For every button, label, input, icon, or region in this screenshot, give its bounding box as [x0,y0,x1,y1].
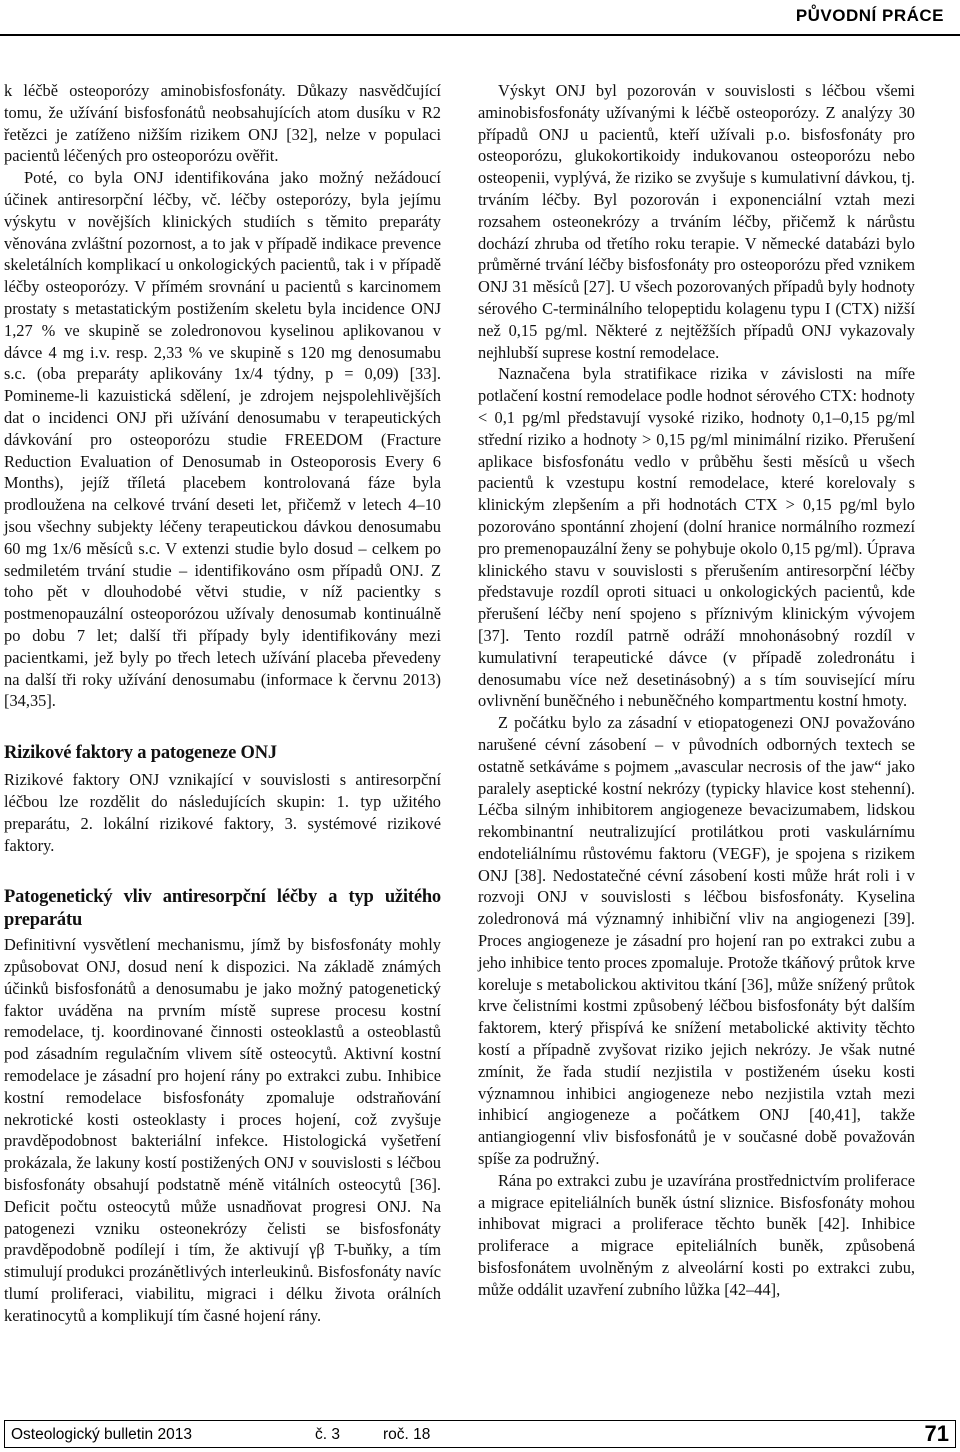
footer-volume: roč. 18 [383,1426,431,1443]
paragraph: Rána po extrakci zubu je uzavírána prostřednictvím proliferace a migrace epiteliálních buněk ústní sliznice. Bisfosfonáty mohou inhibovat migraci a proliferace těchto buněk [42]. Inhibice proliferace a migrace epiteliálních buněk, způsobená bisfosfonátem uvolněným z alveolární kosti po extrakci zubu, může oddálit uzavření zubního lůžka [42–44], [478,1170,915,1299]
footer-issue: č. 3 [315,1426,340,1443]
paragraph: Definitivní vysvětlení mechanismu, jímž by bisfosfonáty mohly způsobovat ONJ, dosud není k dispozici. Na základě známých účinků bisfosfonátů a denosumabu je jako možný patogenetický faktor uváděna na prvním místě suprese procesu kostní remodelace, tj. koordinované činnosti osteoklastů a osteoblastů pod zásadním regulačním vlivem sítě osteocytů. Aktivní kostní remodelace je zásadní pro hojení rány po extrakci zubu. Inhibice kostní remodelace bisfosfonáty zpomaluje odstraňování nekrotické kosti osteoklasty i proces hojení, což zvyšuje pravděpodobnost bakteriální infekce. Histologická vyšetření prokázala, že lakuny kostí postižených ONJ v souvislosti s léčbou bisfosfonáty obsahují podstatně méně vitálních osteocytů [36]. Deficit počtu osteocytů může usnadňovat progresi ONJ. Na patogenezi vzniku osteonekrózy čelisti se bisfosfonáty pravděpodobně podílejí i tím, že aktivují γβ T-buňky, a tím stimulují produkci prozánětlivých interleukinů. Bisfosfonáty navíc tlumí proliferaci, viabilitu, migraci i délku života orálních keratinocytů a komplikují tím časné hojení rány. [4,935,441,1325]
section-heading-risk-factors: Rizikové faktory a patogeneze ONJ [4,743,277,764]
paragraph: Rizikové faktory ONJ vznikající v souvislosti s antiresorpční léčbou lze rozdělit do následujících skupin: 1. typ užitého preparátu, 2. lokální rizikové faktory, 3. systémové rizikové faktory. [4,770,441,855]
paragraph: Poté, co byla ONJ identifikována jako možný nežádoucí účinek antiresorpční léčby, vč. léčby osteporózy, byla jejímu výskytu v novějších klinických studiích s těmito preparáty věnována zvláštní pozornost, a to jak v případě indikace prevence skeletálních komplikací u onkologických pacientů, tak i v případě léčby osteoporózy. V přímém srovnání u pacientů s karcinomem prostaty s metastatickým postižením skeletu byla incidence ONJ 1,27 % ve skupině se zoledronovou kyselinou aplikovanou v dávce 4 mg i.v. resp. 2,33 % ve skupině s 120 mg denosumabu s.c. (oba preparáty aplikovány 1x/4 týdny, p = 0,09) [33]. Pomineme-li kazuistická sdělení, je zdrojem nejspolehlivějších dat o incidenci ONJ při užívání denosumabu v terapeutických dávkování pro osteoporózu studie FREEDOM (Fracture Reduction Evaluation of Denosumab in Osteoporosis Every 6 Months), jejíž tříletá placebem kontrolovaná fáze byla prodloužena na celkové trvání deseti let, přičemž v letech 4–10 jsou všechny subjekty léčeny terapeutickou dávkou denosumabu 60 mg 1x/6 měsíců s.c. V extenzi studie bylo dosud – celkem po sedmiletém trvání studie – identifikováno osm případů ONJ. Z toho pět v dlouhodobé větvi studie, v níž pacientky s postmenopauzální osteoporózou užívaly denosumab kontinuálně po dobu 7 let; další tři případy byly identifikovány mezi pacientkami, jež byly po třech letech užívání placeba převedeny na další tři roky užívání denosumabu (informace k červnu 2013) [34,35]. [4,168,441,711]
page-footer [4,1420,956,1448]
paragraph: Naznačena byla stratifikace rizika v závislosti na míře potlačení kostní remodelace podle hodnot sérového CTX: hodnoty < 0,1 pg/ml představují vysoké riziko, hodnoty 0,1–0,15 pg/ml střední riziko a hodnoty > 0,15 pg/ml minimální riziko. Přerušení aplikace bisfosfonátu vedlo v průběhu šesti měsíců u všech pacientů k vzestupu kostní remodelace, které korelovaly s klinickým zlepšením a při hodnotách CTX > 0,15 pg/ml bylo pozorováno spontánní zhojení (dolní hranice normálního rozmezí pro premenopauzální ženy se pohybuje okolo 0,15 pg/ml). Úprava klinického stavu v souvislosti s přerušením antiresorpční léčby představuje rozdíl oproti situaci u onkologických pacientů, kde přerušení léčby není spojeno s příznivým klinickým vývojem [37]. Tento rozdíl patrně odráží mnohonásobný rozdíl v kumulativní terapeutické dávce (v případě zoledronátu i denosumabu více než desetinásobný) a s tím související míru ovlivnění buněčného i nebuněčného kompartmentu kostní hmoty. [478,364,915,711]
right-column [478,80,915,1301]
header-rule [0,34,960,36]
page-number: 71 [924,1421,949,1446]
running-header [0,0,960,34]
left-column [4,80,441,1327]
paragraph: k léčbě osteoporózy aminobisfosfonáty. Důkazy nasvědčující tomu, že užívání bisfosfonátů neobsahujících atom dusíku v R2 řetězci je zatíženo nižším rizikem ONJ [32], nelze v populaci pacientů léčených pro osteoporózu ověřit. [4,81,441,166]
paragraph: Z počátku bylo za zásadní v etiopatogenezi ONJ považováno narušené cévní zásobení – v původních odborných textech se ostatně setkáváme s pojmem „avascular necrosis of the jaw“ jako paralely aseptické kostní nekrózy (typicky hlavice kost stehenní). Léčba silným inhibitorem angiogeneze bevacizumabem, lidskou rekombinantní neutralizující protilátkou proti vaskulárnímu endoteliálnímu růstovému faktoru (VEGF), je spojena s rizikem ONJ [38]. Nedostatečné cévní zásobení kosti může hrát roli i v rozvoji ONJ v souvislosti s léčbou bisfosfonáty. Kyselina zoledronová má významný inhibiční vliv na angiogenezi [39]. Proces angiogeneze je zásadní pro hojení ran po extrakci zubu a jeho inhibice tento proces zpomaluje. Protože tkáňový průtok krve koreluje s metabolickou aktivitou tkání [36], může snížený průtok krve čelistními kostmi způsobený léčbou bisfosfonáty být dalším faktorem, který přispívá ke snížení metabolické aktivity těchto kostí a případně zvyšovat riziko jejich nekrózy. Je však nutné zmínit, že řada studií nezjistila v postiženém úseku kosti významnou inhibici angiogeneze nebo nezjistila vztah mezi inhibicí angiogeneze a počátkem ONJ [40,41], takže antiangiogenní vliv bisfosfonátů je v současné době považován spíše za podružný. [478,713,915,1169]
section-label: PŮVODNÍ PRÁCE [795,6,944,25]
footer-journal-name: Osteologický bulletin 2013 [11,1426,192,1443]
paragraph: Výskyt ONJ byl pozorován v souvislosti s léčbou všemi aminobisfosfonáty užívanými k léčbě osteoporózy. Z analýzy 30 případů ONJ u pacientů, kteří užívali p.o. bisfosfonáty pro osteoporózu, glukokortikoidy indukovanou osteoporózu nebo osteopenii, vyplývá, že riziko se zvyšuje s kumulativní dávkou, tj. trváním léčby. Byl pozorován i exponenciální vztah mezi rozsahem osteonekrózy a trváním léčby, přičemž k nárůstu dochází zhruba od třetího roku terapie. V německé databázi bylo průměrné trvání léčby bisfosfonáty pro osteoporózu před vznikem ONJ 31 měsíců [27]. U všech pozorovaných případů byly hodnoty sérového C-terminálního telopeptidu kolagenu typu I (CTX) nižší než 0,15 pg/ml. Některé z nejtěžších případů ONJ vykazovaly nejhlubší suprese kostní remodelace. [478,81,915,362]
section-heading-pathogenesis: Patogenetický vliv antiresorpční léčby a typ užitého preparátu [4,887,441,931]
